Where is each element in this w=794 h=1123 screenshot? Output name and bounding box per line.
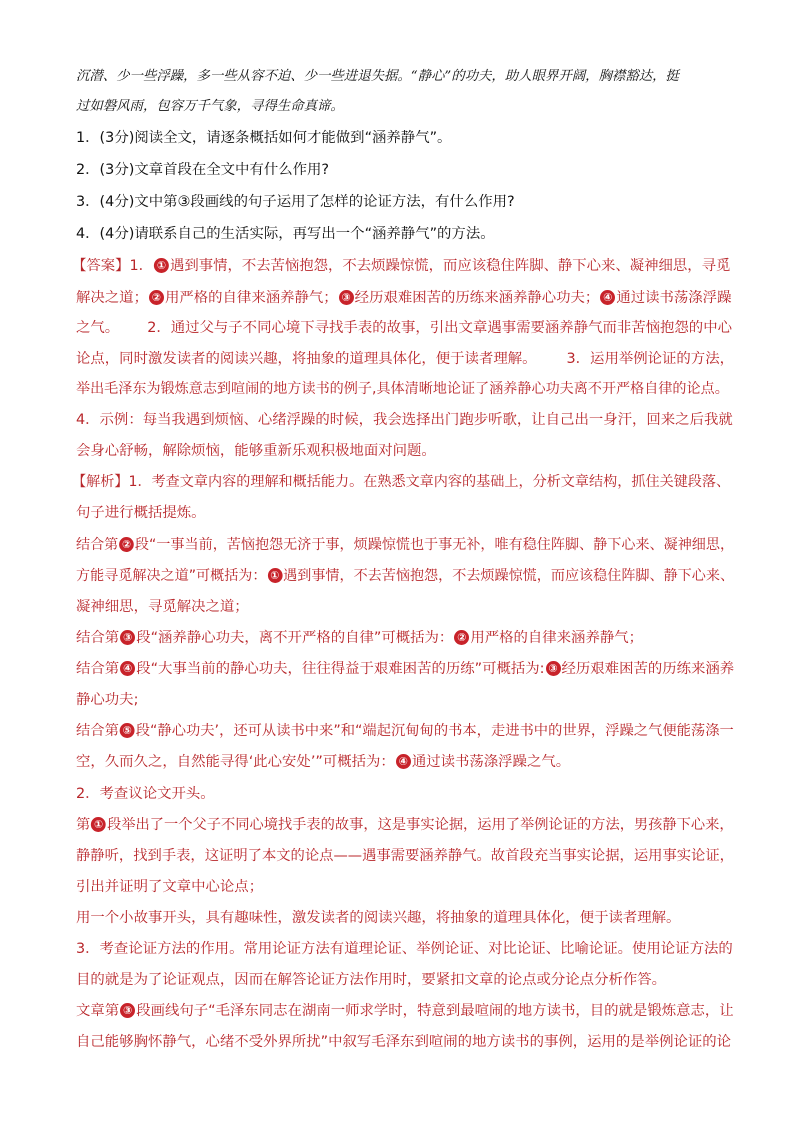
- analysis-line: 用一个小故事开头，具有趣味性，激发读者的阅读兴趣，将抽象的道理具体化，便于读者理解。: [76, 910, 681, 926]
- analysis-line: 结合第 ③ 段“涵养静心功夫，离不开严格的自律”可概括为： ② 用严格的自律来涵养静气；: [76, 630, 644, 646]
- circled-number-icon: ④: [120, 661, 135, 676]
- answer-line: 会身心舒畅，解除烦恼，能够重新乐观积极地面对问题。: [76, 443, 436, 459]
- circled-number-icon: ④: [396, 754, 411, 769]
- analysis-line: 结合第 ⑤ 段“静心功夫’，还可从读书中来”和“端起沉甸甸的书本，走进书中的世界，浮躁之气便能荡涤一: [76, 723, 734, 739]
- circled-number-icon: ②: [149, 290, 164, 305]
- circled-number-icon: ①: [91, 817, 106, 832]
- circled-number-icon: ①: [267, 568, 282, 583]
- question-1: 1．(3分)阅读全文，请逐条概括如何才能做到“涵养静气”。: [76, 130, 452, 146]
- question-4: 4．(4分)请联系自己的生活实际，再写出一个“涵养静气”的方法。: [76, 226, 495, 242]
- answer-line: 【答案】1． ① 遇到事情，不去苦恼抱怨，不去烦躁惊慌，而应该稳住阵脚、静下心来、凝神细思，寻觅: [72, 258, 731, 274]
- answer-line: 论点，同时激发读者的阅读兴趣，将抽象的道理具体化，便于读者理解。 3．运用举例论证的方法，: [76, 351, 734, 367]
- analysis-line: 引出并证明了文章中心论点；: [76, 879, 264, 895]
- analysis-line: 静心功夫;: [76, 692, 139, 708]
- intro-line: 沉潜、少一些浮躁，多一些从容不迫、少一些进退失据。“静心”的功夫，助人眼界开阔，胸襟豁达，挺: [76, 69, 679, 84]
- analysis-line: 自己能够胸怀静气，心绪不受外界所扰”中叙写毛泽东到喧闹的地方读书的事例，运用的是举例论证的论: [76, 1034, 732, 1050]
- answer-line: 举出毛泽东为锻炼意志到喧闹的地方读书的例子,具体清晰地论证了涵养静心功夫离不开严格自律的论点。: [76, 381, 729, 397]
- circled-number-icon: ③: [120, 1003, 135, 1018]
- analysis-line: 2．考查议论文开头。: [76, 786, 215, 802]
- circled-number-icon: ②: [119, 537, 134, 552]
- analysis-line: 结合第 ② 段“一事当前，苦恼抱怨无济于事，烦躁惊慌也于事无补，唯有稳住阵脚、静下心来、凝神细思，: [76, 537, 735, 553]
- circled-number-icon: ③: [546, 661, 561, 676]
- analysis-line: 目的就是为了论证观点，因而在解答论证方法作用时，要紧扣文章的论点或分论点分析作答。: [76, 972, 667, 988]
- answer-line: 之气。 2．通过父与子不同心境下寻找手表的故事，引出文章遇事需要涵养静气而非苦恼抱怨的中心: [76, 320, 732, 336]
- circled-number-icon: ⑤: [120, 723, 135, 738]
- analysis-line: 方能寻觅解决之道”可概括为： ① 遇到事情，不去苦恼抱怨，不去烦躁惊慌，而应该稳住阵脚、静下心来、: [76, 568, 735, 584]
- intro-line: 过如磐风雨，包容万千气象，寻得生命真谛。: [76, 99, 344, 114]
- analysis-line: 空，久而久之，自然能寻得‘此心安处’”可概括为： ④ 通过读书荡涤浮躁之气。: [76, 754, 571, 770]
- analysis-line: 第 ① 段举出了一个父子不同心境找手表的故事，这是事实论据，运用了举例论证的方法，男孩静下心来，: [76, 817, 734, 833]
- analysis-line: 凝神细思，寻觅解决之道；: [76, 599, 249, 615]
- analysis-tag: 【解析】: [72, 474, 129, 490]
- analysis-line: 【解析】1．考查文章内容的理解和概括能力。在熟悉文章内容的基础上，分析文章结构，抓住关键段落、: [72, 474, 731, 490]
- circled-number-icon: ④: [600, 290, 615, 305]
- circled-number-icon: ①: [154, 258, 169, 273]
- answer-line: 4．示例：每当我遇到烦恼、心绪浮躁的时候，我会选择出门跑步听歌，让自己出一身汗，回来之后我就: [76, 412, 733, 428]
- analysis-line: 3．考查论证方法的作用。常用论证方法有道理论证、举例论证、对比论证、比喻论证。使用论证方法的: [76, 941, 733, 957]
- answer-line: 解决之道； ② 用严格的自律来涵养静气； ③ 经历艰难困苦的历练来涵养静心功夫； ④ 通过读书荡涤浮躁: [76, 290, 732, 306]
- answer-tag: 【答案】: [72, 258, 130, 274]
- question-2: 2．(3分)文章首段在全文中有什么作用?: [76, 162, 330, 178]
- analysis-line: 文章第 ③ 段画线句子“毛泽东同志在湖南一师求学时，特意到最喧闹的地方读书，目的就是锻炼意志，让: [76, 1003, 734, 1019]
- circled-number-icon: ③: [339, 290, 354, 305]
- circled-number-icon: ③: [120, 630, 135, 645]
- question-3: 3．(4分)文中第③段画线的句子运用了怎样的论证方法，有什么作用?: [76, 194, 515, 210]
- analysis-line: 结合第 ④ 段“大事当前的静心功夫，往往得益于艰难困苦的历练”可概括为: ③ 经历艰难困苦的历练来涵养: [76, 661, 735, 677]
- analysis-line: 静静听，找到手表，这证明了本文的论点——遇事需要涵养静气。故首段充当事实论据，运用事实论证，: [76, 848, 734, 864]
- circled-number-icon: ②: [454, 630, 469, 645]
- analysis-line: 句子进行概括提炼。: [76, 505, 206, 521]
